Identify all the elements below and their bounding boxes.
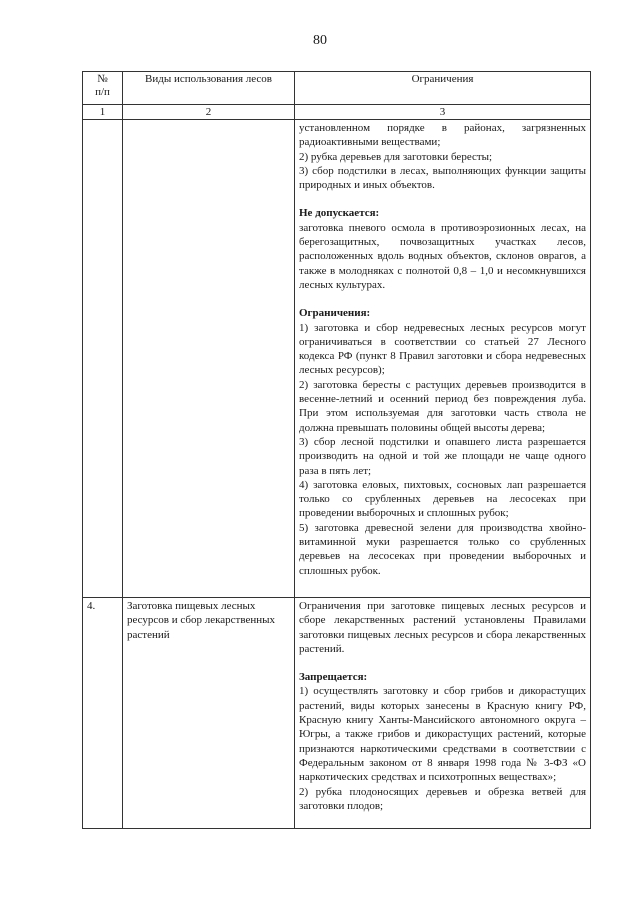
header-restrictions: Ограничения bbox=[295, 72, 591, 105]
restrictions-table bbox=[82, 71, 591, 829]
col-number-2: 2 bbox=[123, 105, 295, 120]
row-restrictions bbox=[295, 120, 591, 598]
row-number: 4. bbox=[83, 598, 123, 829]
restriction-text: 2) рубка деревьев для заготовки бересты; bbox=[299, 150, 493, 163]
restriction-text: 4) заготовка еловых, пихтовых, сосновых лап разрешается только со срубленных деревьев на лесосеках при проведении выборочных и сплошных рубок; bbox=[299, 478, 586, 520]
section-heading: Не допускается: bbox=[299, 207, 380, 220]
restriction-text: заготовка пневого осмола в противоэрозионных лесах, на берегозащитных, почвозащитных участках лесов, расположенных вдоль водных объектов, склонов оврагов, а также в молодняках с полнотой 0,8 – 1,0 и несомкнувшихся лесных культурах. bbox=[299, 221, 586, 291]
table-row bbox=[83, 120, 591, 598]
row-restrictions bbox=[295, 598, 591, 829]
header-number: № п/п bbox=[83, 72, 123, 105]
col-number-1: 1 bbox=[83, 105, 123, 120]
table-header-row bbox=[83, 72, 591, 105]
column-number-row bbox=[83, 105, 591, 120]
row-use-type: Заготовка пищевых лесных ресурсов и сбор лекарственных растений bbox=[123, 598, 295, 829]
table-row bbox=[83, 598, 591, 829]
restriction-text: 2) рубка плодоносящих деревьев и обрезка ветвей для заготовки плодов; bbox=[299, 785, 586, 812]
restriction-text: Ограничения при заготовке пищевых лесных ресурсов и сборе лекарственных растений установлены Правилами заготовки пищевых лесных ресурсов и сбора лекарственных растений. bbox=[299, 600, 586, 655]
row-use-type bbox=[123, 120, 295, 598]
restriction-text: установленном порядке в районах, загрязненных радиоактивными веществами; bbox=[299, 122, 586, 149]
restriction-text: 3) сбор лесной подстилки и опавшего листа разрешается производить на одной и той же площади не чаще одного раза в пять лет; bbox=[299, 435, 586, 477]
header-use-type: Виды использования лесов bbox=[123, 72, 295, 105]
restriction-text: 5) заготовка древесной зелени для производства хвойно-витаминной муки разрешается только со срубленных деревьев на лесосеках при проведении выборочных и сплошных рубок. bbox=[299, 521, 586, 577]
col-number-3: 3 bbox=[295, 105, 591, 120]
page-number: 80 bbox=[313, 33, 327, 48]
restriction-text: 1) осуществлять заготовку и сбор грибов и дикорастущих растений, виды которых занесены в Красную книгу РФ, Красную книгу Ханты-Мансийского автономного округа – Югры, а также грибов и дикорастущих растений, которые признаются наркотическими средствами в соответствии с Федеральным законом от 8 января 1998 года № 3-ФЗ «О наркотических средствах и психотропных веществах»; bbox=[299, 685, 586, 784]
row-number bbox=[83, 120, 123, 598]
restriction-text: 1) заготовка и сбор недревесных лесных ресурсов могут ограничиваться в соответствии со статьей 27 Лесного кодекса РФ (пункт 8 Правил заготовки и сбора недревесных лесных ресурсов); bbox=[299, 321, 586, 377]
section-heading: Ограничения: bbox=[299, 307, 371, 320]
restriction-text: 3) сбор подстилки в лесах, выполняющих функции защиты природных и иных объектов. bbox=[299, 164, 586, 192]
restriction-text: 2) заготовка бересты с растущих деревьев производится в весенне-летний и осенний период без повреждения луба. При этом используемая для заготовки часть ствола не должна превышать половины общей высоты дерева; bbox=[299, 378, 586, 434]
section-heading: Запрещается: bbox=[299, 671, 368, 684]
